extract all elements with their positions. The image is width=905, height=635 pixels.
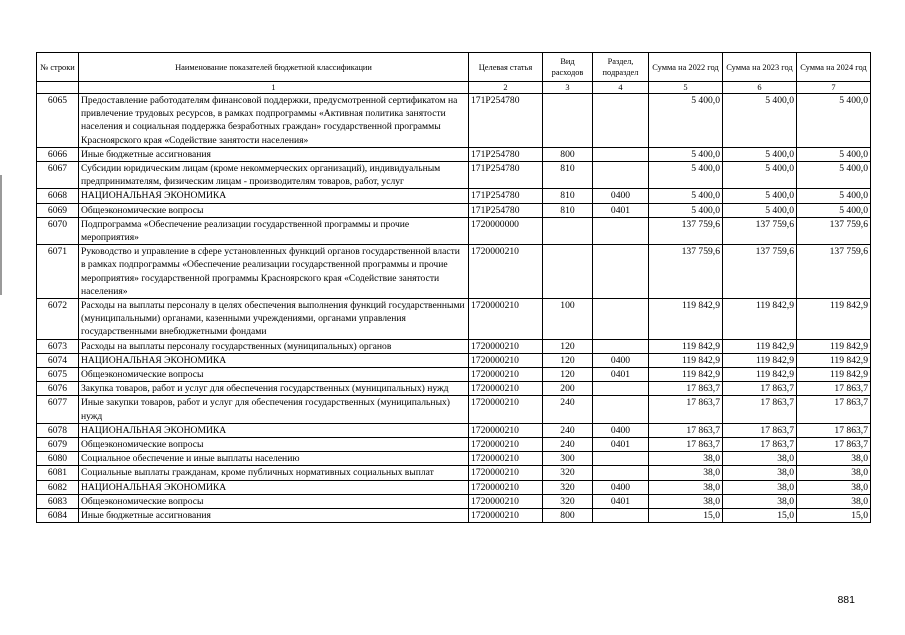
row-expense-type: 810 (543, 162, 593, 189)
row-sum-2023: 5 400,0 (723, 147, 797, 161)
row-number: 6073 (37, 339, 79, 353)
row-target-code: 1720000210 (469, 494, 543, 508)
row-section-code: 0400 (593, 353, 649, 367)
row-number: 6072 (37, 299, 79, 340)
row-sum-2024: 38,0 (797, 466, 871, 480)
table-row (37, 339, 871, 353)
row-expense-type: 320 (543, 480, 593, 494)
row-sum-2024: 38,0 (797, 480, 871, 494)
row-sum-2024: 137 759,6 (797, 245, 871, 299)
row-sum-2023: 17 863,7 (723, 382, 797, 396)
row-number: 6070 (37, 217, 79, 244)
row-sum-2022: 119 842,9 (649, 353, 723, 367)
row-sum-2022: 38,0 (649, 466, 723, 480)
header-sum-2023: Сумма на 2023 год (723, 53, 797, 82)
row-sum-2024: 119 842,9 (797, 368, 871, 382)
row-expense-type (543, 94, 593, 148)
row-target-code: 1720000210 (469, 480, 543, 494)
row-sum-2024: 5 400,0 (797, 203, 871, 217)
row-sum-2023: 5 400,0 (723, 162, 797, 189)
row-sum-2024: 38,0 (797, 452, 871, 466)
row-section-code (593, 94, 649, 148)
column-number: 2 (469, 82, 543, 94)
row-sum-2024: 17 863,7 (797, 438, 871, 452)
row-number: 6067 (37, 162, 79, 189)
row-expense-type: 300 (543, 452, 593, 466)
row-section-code (593, 509, 649, 523)
row-target-code: 1720000210 (469, 382, 543, 396)
row-name: Иные бюджетные ассигнования (79, 147, 469, 161)
row-target-code: 171P254780 (469, 147, 543, 161)
row-section-code (593, 245, 649, 299)
row-section-code (593, 382, 649, 396)
row-sum-2023: 38,0 (723, 466, 797, 480)
row-expense-type (543, 245, 593, 299)
table-row (37, 423, 871, 437)
row-sum-2023: 5 400,0 (723, 94, 797, 148)
row-number: 6069 (37, 203, 79, 217)
row-number: 6082 (37, 480, 79, 494)
table-row (37, 466, 871, 480)
row-section-code (593, 452, 649, 466)
row-expense-type (543, 217, 593, 244)
row-expense-type: 240 (543, 423, 593, 437)
table-row (37, 147, 871, 161)
row-target-code: 171P254780 (469, 94, 543, 148)
row-name: Подпрограмма «Обеспечение реализации государственной программы и прочие мероприятия» (79, 217, 469, 244)
row-expense-type: 120 (543, 339, 593, 353)
row-section-code: 0401 (593, 438, 649, 452)
row-sum-2022: 17 863,7 (649, 396, 723, 423)
table-row (37, 494, 871, 508)
row-sum-2024: 17 863,7 (797, 396, 871, 423)
row-sum-2023: 137 759,6 (723, 245, 797, 299)
row-target-code: 171P254780 (469, 189, 543, 203)
row-number: 6066 (37, 147, 79, 161)
row-section-code (593, 396, 649, 423)
row-sum-2022: 5 400,0 (649, 147, 723, 161)
row-name: Предоставление работодателям финансовой поддержки, предусмотренной сертификатом на привлечение трудовых ресурсов, в рамках подпрограммы «Активная политика занятости населения и социальная поддержка безработных граждан» государственной программы Красноярского края «Содействие занятости населения» (79, 94, 469, 148)
table-row (37, 509, 871, 523)
row-sum-2023: 5 400,0 (723, 189, 797, 203)
row-section-code: 0401 (593, 203, 649, 217)
column-number (37, 82, 79, 94)
row-name: Закупка товаров, работ и услуг для обеспечения государственных (муниципальных) нужд (79, 382, 469, 396)
row-sum-2024: 119 842,9 (797, 339, 871, 353)
header-type: Вид расходов (543, 53, 593, 82)
row-target-code: 1720000210 (469, 353, 543, 367)
row-section-code (593, 147, 649, 161)
row-sum-2022: 38,0 (649, 480, 723, 494)
row-target-code: 1720000210 (469, 452, 543, 466)
row-name: Расходы на выплаты персоналу государственных (муниципальных) органов (79, 339, 469, 353)
table-row (37, 396, 871, 423)
row-expense-type: 200 (543, 382, 593, 396)
row-number: 6075 (37, 368, 79, 382)
row-target-code: 1720000210 (469, 509, 543, 523)
row-section-code: 0400 (593, 423, 649, 437)
row-number: 6071 (37, 245, 79, 299)
row-section-code (593, 299, 649, 340)
column-number: 5 (649, 82, 723, 94)
row-sum-2023: 38,0 (723, 452, 797, 466)
row-target-code: 1720000210 (469, 466, 543, 480)
row-target-code: 1720000210 (469, 438, 543, 452)
row-sum-2024: 17 863,7 (797, 382, 871, 396)
table-row (37, 353, 871, 367)
row-sum-2024: 17 863,7 (797, 423, 871, 437)
row-sum-2024: 119 842,9 (797, 299, 871, 340)
row-number: 6078 (37, 423, 79, 437)
column-number: 4 (593, 82, 649, 94)
row-section-code (593, 339, 649, 353)
row-name: Общеэкономические вопросы (79, 368, 469, 382)
row-expense-type: 120 (543, 368, 593, 382)
row-target-code: 1720000210 (469, 299, 543, 340)
header-row-no: № строки (37, 53, 79, 82)
row-target-code: 171P254780 (469, 162, 543, 189)
row-sum-2022: 119 842,9 (649, 368, 723, 382)
header-target: Целевая статья (469, 53, 543, 82)
row-sum-2022: 17 863,7 (649, 438, 723, 452)
row-sum-2023: 38,0 (723, 480, 797, 494)
row-sum-2022: 38,0 (649, 452, 723, 466)
row-sum-2022: 137 759,6 (649, 217, 723, 244)
row-sum-2024: 5 400,0 (797, 162, 871, 189)
row-target-code: 1720000210 (469, 339, 543, 353)
row-sum-2024: 5 400,0 (797, 189, 871, 203)
table-row (37, 94, 871, 148)
row-name: Общеэкономические вопросы (79, 494, 469, 508)
row-target-code: 171P254780 (469, 203, 543, 217)
row-sum-2023: 119 842,9 (723, 353, 797, 367)
row-sum-2022: 15,0 (649, 509, 723, 523)
column-number: 7 (797, 82, 871, 94)
table-row (37, 368, 871, 382)
row-expense-type: 120 (543, 353, 593, 367)
row-expense-type: 100 (543, 299, 593, 340)
table-row (37, 382, 871, 396)
row-sum-2022: 5 400,0 (649, 189, 723, 203)
row-name: Иные закупки товаров, работ и услуг для обеспечения государственных (муниципальных) нужд (79, 396, 469, 423)
row-section-code (593, 162, 649, 189)
row-name: Социальное обеспечение и иные выплаты населению (79, 452, 469, 466)
budget-table (36, 52, 871, 523)
row-target-code: 1720000000 (469, 217, 543, 244)
row-sum-2022: 5 400,0 (649, 94, 723, 148)
row-sum-2023: 38,0 (723, 494, 797, 508)
column-number: 3 (543, 82, 593, 94)
row-expense-type: 240 (543, 438, 593, 452)
row-sum-2023: 17 863,7 (723, 423, 797, 437)
header-section: Раздел, подраздел (593, 53, 649, 82)
row-number: 6081 (37, 466, 79, 480)
row-target-code: 1720000210 (469, 245, 543, 299)
column-number: 1 (79, 82, 469, 94)
row-sum-2022: 38,0 (649, 494, 723, 508)
row-name: Иные бюджетные ассигнования (79, 509, 469, 523)
row-sum-2023: 15,0 (723, 509, 797, 523)
row-name: Субсидии юридическим лицам (кроме некоммерческих организаций), индивидуальным предпринимателям, физическим лицам - производителям товаров, работ, услуг (79, 162, 469, 189)
row-name: Расходы на выплаты персоналу в целях обеспечения выполнения функций государственными (муниципальными) органами, казенными учреждениями, органами управления государственными внебюджетными фондами (79, 299, 469, 340)
row-number: 6083 (37, 494, 79, 508)
row-name: Социальные выплаты гражданам, кроме публичных нормативных социальных выплат (79, 466, 469, 480)
row-expense-type: 800 (543, 147, 593, 161)
row-sum-2023: 119 842,9 (723, 368, 797, 382)
header-sum-2024: Сумма на 2024 год (797, 53, 871, 82)
row-sum-2024: 5 400,0 (797, 147, 871, 161)
row-sum-2022: 5 400,0 (649, 203, 723, 217)
row-number: 6068 (37, 189, 79, 203)
row-expense-type: 320 (543, 466, 593, 480)
column-number-row (37, 82, 871, 94)
row-sum-2022: 17 863,7 (649, 423, 723, 437)
table-row (37, 162, 871, 189)
table-row (37, 299, 871, 340)
table-row (37, 452, 871, 466)
header-row (37, 53, 871, 82)
row-number: 6084 (37, 509, 79, 523)
row-number: 6077 (37, 396, 79, 423)
row-name: НАЦИОНАЛЬНАЯ ЭКОНОМИКА (79, 189, 469, 203)
row-name: НАЦИОНАЛЬНАЯ ЭКОНОМИКА (79, 353, 469, 367)
row-number: 6076 (37, 382, 79, 396)
row-sum-2022: 119 842,9 (649, 299, 723, 340)
row-expense-type: 800 (543, 509, 593, 523)
table-row (37, 203, 871, 217)
row-sum-2022: 137 759,6 (649, 245, 723, 299)
table-row (37, 480, 871, 494)
row-sum-2024: 38,0 (797, 494, 871, 508)
row-sum-2023: 5 400,0 (723, 203, 797, 217)
row-sum-2024: 119 842,9 (797, 353, 871, 367)
row-section-code: 0401 (593, 368, 649, 382)
row-name: Общеэкономические вопросы (79, 438, 469, 452)
row-expense-type: 240 (543, 396, 593, 423)
row-sum-2023: 119 842,9 (723, 299, 797, 340)
row-name: НАЦИОНАЛЬНАЯ ЭКОНОМИКА (79, 480, 469, 494)
table-row (37, 438, 871, 452)
row-sum-2022: 17 863,7 (649, 382, 723, 396)
row-sum-2022: 119 842,9 (649, 339, 723, 353)
row-expense-type: 810 (543, 189, 593, 203)
row-sum-2024: 5 400,0 (797, 94, 871, 148)
row-sum-2024: 15,0 (797, 509, 871, 523)
row-number: 6080 (37, 452, 79, 466)
row-section-code: 0401 (593, 494, 649, 508)
row-name: НАЦИОНАЛЬНАЯ ЭКОНОМИКА (79, 423, 469, 437)
page-edge-shadow (0, 175, 2, 295)
row-section-code: 0400 (593, 189, 649, 203)
row-name: Общеэкономические вопросы (79, 203, 469, 217)
row-name: Руководство и управление в сфере установленных функций органов государственной власти в рамках подпрограммы «Обеспечение реализации государственной программы и прочие мероприятия» государственной программы Красноярского края «Содействие занятости населения» (79, 245, 469, 299)
table-row (37, 245, 871, 299)
column-number: 6 (723, 82, 797, 94)
header-sum-2022: Сумма на 2022 год (649, 53, 723, 82)
row-sum-2023: 119 842,9 (723, 339, 797, 353)
table-row (37, 217, 871, 244)
row-section-code (593, 466, 649, 480)
row-number: 6074 (37, 353, 79, 367)
row-target-code: 1720000210 (469, 368, 543, 382)
page-number: 881 (837, 594, 855, 606)
row-target-code: 1720000210 (469, 396, 543, 423)
row-section-code: 0400 (593, 480, 649, 494)
row-sum-2024: 137 759,6 (797, 217, 871, 244)
row-sum-2022: 5 400,0 (649, 162, 723, 189)
row-expense-type: 810 (543, 203, 593, 217)
row-expense-type: 320 (543, 494, 593, 508)
row-sum-2023: 137 759,6 (723, 217, 797, 244)
header-name: Наименование показателей бюджетной классификации (79, 53, 469, 82)
row-number: 6079 (37, 438, 79, 452)
row-number: 6065 (37, 94, 79, 148)
row-sum-2023: 17 863,7 (723, 438, 797, 452)
row-target-code: 1720000210 (469, 423, 543, 437)
table-row (37, 189, 871, 203)
row-sum-2023: 17 863,7 (723, 396, 797, 423)
row-section-code (593, 217, 649, 244)
